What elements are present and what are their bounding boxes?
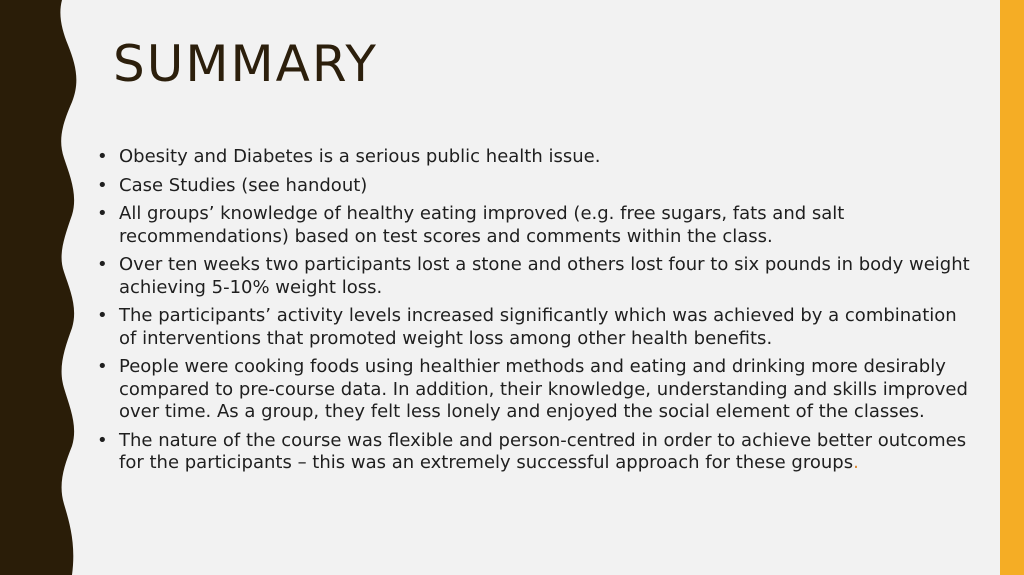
bullet-text: Case Studies (see handout) xyxy=(119,174,368,196)
bullet-icon: • xyxy=(97,356,108,377)
bullet-item xyxy=(97,175,977,198)
bullet-icon: • xyxy=(97,429,108,451)
bullet-text: Obesity and Diabetes is a serious public health issue. xyxy=(119,146,601,167)
right-accent-bar xyxy=(1000,0,1024,575)
bullet-icon: • xyxy=(97,203,108,224)
slide-title: SUMMARY xyxy=(113,35,378,93)
bullet-item xyxy=(97,254,977,299)
bullet-icon: • xyxy=(97,305,108,326)
bullet-icon: • xyxy=(97,146,108,167)
bullet-text: The nature of the course was flexible and person-centred in order to achieve better outcomes for the participants – this was an extremely successful approach for these groups xyxy=(119,429,967,473)
bullet-item xyxy=(97,305,977,350)
left-decorative-band xyxy=(0,0,90,575)
bullet-item xyxy=(97,356,977,424)
bullet-item xyxy=(97,203,977,248)
bullet-tail-period: . xyxy=(853,452,859,473)
bullet-item xyxy=(97,146,977,169)
bullet-text: The participants’ activity levels increased significantly which was achieved by a combination of interventions that promoted weight loss among other health benefits. xyxy=(119,305,957,349)
bullet-icon: • xyxy=(97,174,108,196)
bullet-text: All groups’ knowledge of healthy eating improved (e.g. free sugars, fats and salt recommendations) based on test scores and comments within the class. xyxy=(119,203,845,247)
bullet-text: Over ten weeks two participants lost a stone and others lost four to six pounds in body weight achieving 5-10% weight loss. xyxy=(119,254,970,298)
summary-bullet-list xyxy=(97,146,977,481)
bullet-item xyxy=(97,430,977,475)
bullet-text: People were cooking foods using healthier methods and eating and drinking more desirably compared to pre-course data. In addition, their knowledge, understanding and skills improved over time. As a group, they felt less lonely and enjoyed the social element of the classes. xyxy=(119,356,968,422)
bullet-icon: • xyxy=(97,254,108,275)
